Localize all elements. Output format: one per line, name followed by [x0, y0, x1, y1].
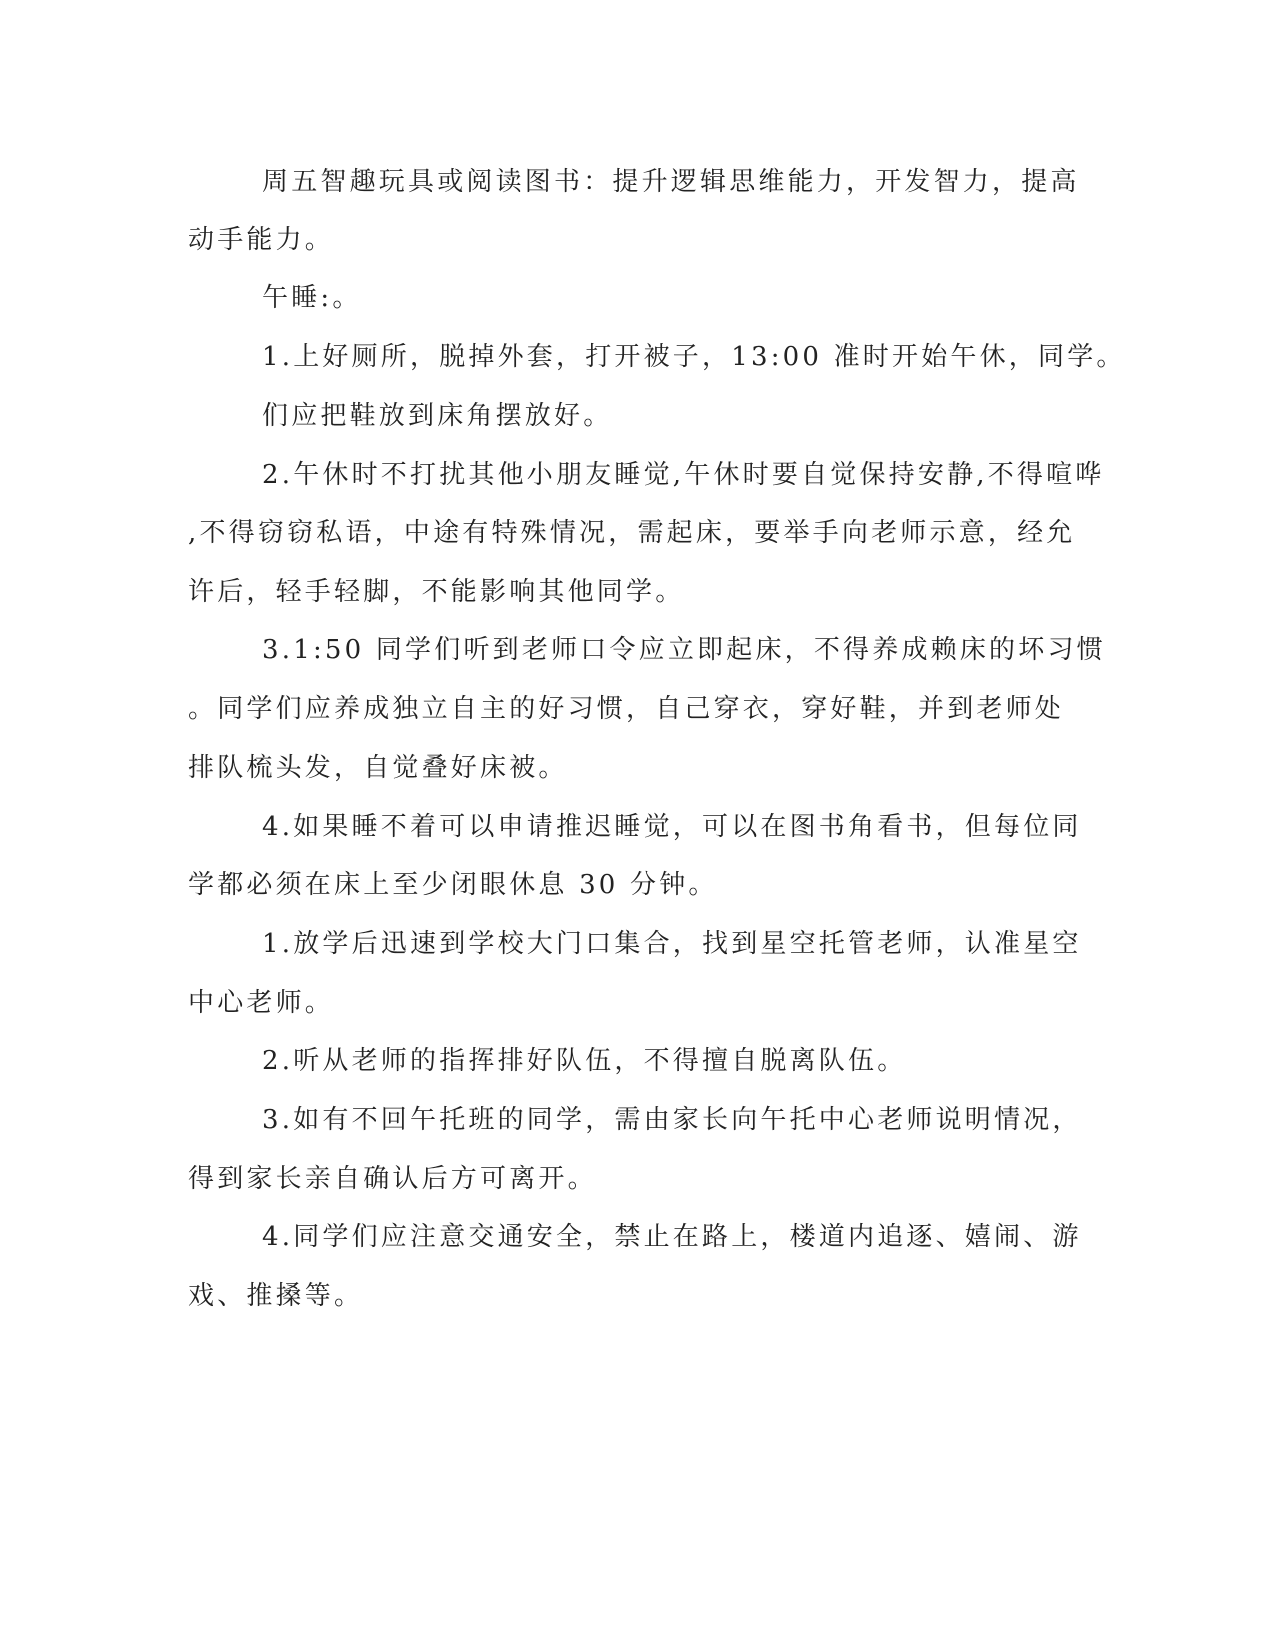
text-line: 3.如有不回午托班的同学，需由家长向午托中心老师说明情况， — [262, 1105, 1082, 1135]
text-line: 2.听从老师的指挥排好队伍，不得擅自脱离队伍。 — [262, 1046, 907, 1076]
text-line: 许后，轻手轻脚，不能影响其他同学。 — [188, 577, 685, 607]
text-line: 们应把鞋放到床角摆放好。 — [262, 401, 613, 431]
text-line: 4.如果睡不着可以申请推迟睡觉，可以在图书角看书，但每位同 — [262, 812, 1082, 842]
text-line: 。同学们应养成独立自主的好习惯，自己穿衣，穿好鞋，并到老师处 — [188, 694, 1065, 724]
text-line: 4.同学们应注意交通安全，禁止在路上，楼道内追逐、嬉闹、游 — [262, 1222, 1082, 1252]
text-line: 学都必须在床上至少闭眼休息 30 分钟。 — [188, 870, 718, 900]
text-line: 周五智趣玩具或阅读图书：提升逻辑思维能力，开发智力，提高 — [262, 167, 1080, 197]
text-line: 动手能力。 — [188, 225, 335, 255]
text-line: ,不得窃窃私语，中途有特殊情况，需起床，要举手向老师示意，经允 — [188, 518, 1076, 548]
text-line: 得到家长亲自确认后方可离开。 — [188, 1164, 597, 1194]
text-line: 2.午休时不打扰其他小朋友睡觉,午休时要自觉保持安静,不得喧哗 — [262, 460, 1105, 490]
text-line: 排队梳头发，自觉叠好床被。 — [188, 753, 568, 783]
text-line: 3.1:50 同学们听到老师口令应立即起床，不得养成赖床的坏习惯 — [262, 635, 1106, 665]
text-line: 戏、推搡等。 — [188, 1281, 364, 1311]
text-line: 1.放学后迅速到学校大门口集合，找到星空托管老师，认准星空 — [262, 929, 1082, 959]
text-line: 中心老师。 — [188, 988, 335, 1018]
text-line: 1.上好厕所，脱掉外套，打开被子，13:00 准时开始午休，同学。 — [262, 342, 1126, 372]
text-line: 午睡:。 — [262, 283, 362, 313]
